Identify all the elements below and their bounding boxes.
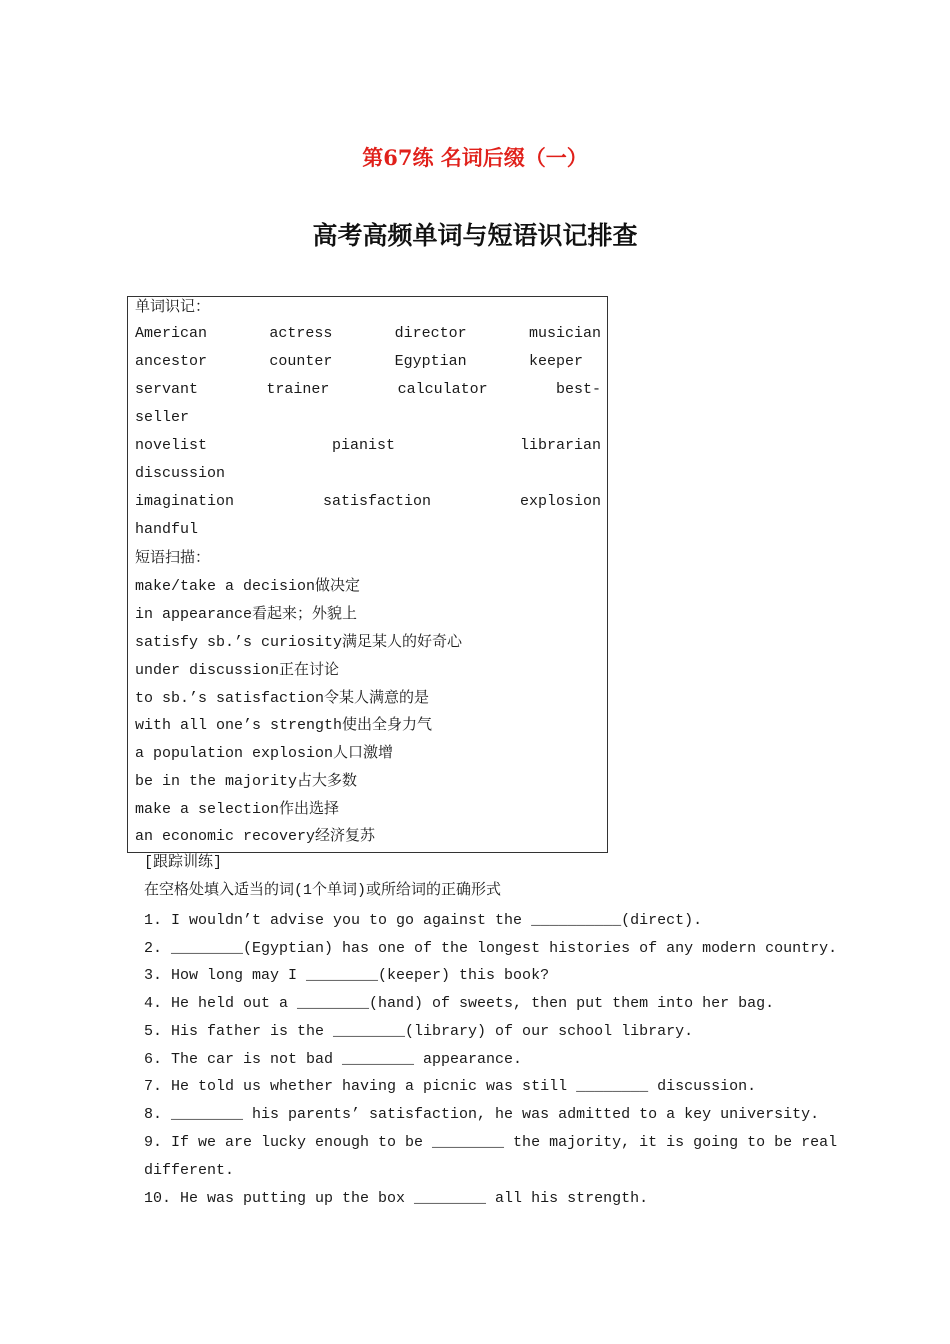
- phrase-cn: 人口激增: [333, 743, 394, 761]
- phrase-cn: 做决定: [315, 576, 361, 594]
- word: satisfaction: [322, 493, 432, 510]
- word: handful: [135, 521, 199, 538]
- word: librarian: [519, 437, 601, 454]
- word: keeper: [528, 353, 583, 370]
- exercise-section-label: [跟踪训练]: [144, 854, 223, 871]
- word-row-2: [135, 352, 601, 372]
- word: actress: [269, 325, 333, 342]
- phrase-item: [135, 742, 393, 764]
- exercise-item: 8. ________ his parents’ satisfaction, he was admitted to a key university.: [144, 1106, 820, 1123]
- phrase-item: [135, 825, 375, 847]
- exercise-item: 2. ________(Egyptian) has one of the longest histories of any modern country.: [144, 940, 838, 957]
- phrase-item: [135, 659, 339, 681]
- phrase-cn: 令某人满意的是: [324, 688, 430, 706]
- phrase-en: be in the majority: [135, 773, 298, 790]
- phrase-item: [135, 714, 432, 736]
- phrase-en: with all one’s strength: [135, 717, 343, 734]
- word-row-3: [135, 380, 601, 400]
- phrase-en: a population explosion: [135, 745, 334, 762]
- word: explosion: [519, 493, 601, 510]
- phrase-item: [135, 575, 360, 597]
- word: Egyptian: [394, 353, 467, 370]
- word: seller: [135, 409, 190, 426]
- exercise-item: 7. He told us whether having a picnic was still ________ discussion.: [144, 1078, 757, 1095]
- word: American: [135, 325, 208, 342]
- exercise-item: 9. If we are lucky enough to be ________ the majority, it is going to be real: [144, 1134, 838, 1151]
- word: ancestor: [135, 353, 208, 370]
- phrase-en: an economic recovery: [135, 828, 316, 845]
- exercise-instruction: 在空格处填入适当的词(1个单词)或所给词的正确形式: [144, 882, 502, 899]
- exercise-item: 4. He held out a ________(hand) of sweets, then put them into her bag.: [144, 995, 775, 1012]
- phrase-en: under discussion: [135, 662, 280, 679]
- word: servant: [135, 381, 199, 398]
- word: discussion: [135, 465, 226, 482]
- words-label: 单词识记：: [135, 297, 211, 315]
- phrase-item: [135, 770, 357, 792]
- phrase-item: [135, 687, 429, 709]
- phrase-item: [135, 798, 339, 820]
- word: trainer: [266, 381, 330, 398]
- phrase-en: make/take a decision: [135, 578, 316, 595]
- exercise-item: 3. How long may I ________(keeper) this book?: [144, 967, 550, 984]
- exercise-item: 10. He was putting up the box ________ all his strength.: [144, 1190, 649, 1207]
- phrase-cn: 看起来；外貌上: [252, 604, 358, 622]
- phrase-en: to sb.’s satisfaction: [135, 690, 325, 707]
- word: pianist: [331, 437, 395, 454]
- phrase-cn: 使出全身力气: [342, 715, 433, 733]
- phrase-cn: 经济复苏: [315, 826, 376, 844]
- phrase-item: [135, 631, 462, 653]
- word: best-: [555, 381, 601, 398]
- word-row-5: [135, 436, 601, 456]
- exercise-item: 5. His father is the ________(library) of our school library.: [144, 1023, 694, 1040]
- word-row-1: [135, 324, 601, 344]
- phrases-label: 短语扫描：: [135, 548, 211, 566]
- word: novelist: [135, 437, 208, 454]
- phrase-cn: 作出选择: [279, 799, 340, 817]
- exercise-item-continued: different.: [144, 1162, 235, 1179]
- word: imagination: [135, 493, 235, 510]
- exercise-item: 1. I wouldn’t advise you to go against the __________(direct).: [144, 912, 703, 929]
- lesson-title: 第67练 名词后缀（一）: [362, 145, 588, 170]
- phrase-cn: 满足某人的好奇心: [342, 632, 463, 650]
- phrase-en: in appearance: [135, 606, 253, 623]
- phrase-cn: 正在讨论: [279, 660, 340, 678]
- exercise-item: 6. The car is not bad ________ appearance.: [144, 1051, 523, 1068]
- word-row-7: [135, 492, 601, 512]
- word: counter: [269, 353, 333, 370]
- page-title: 高考高频单词与短语识记排查: [312, 221, 638, 250]
- phrase-item: [135, 603, 357, 625]
- phrase-en: make a selection: [135, 801, 280, 818]
- word: musician: [528, 325, 601, 342]
- phrase-en: satisfy sb.’s curiosity: [135, 634, 343, 651]
- word: director: [394, 325, 467, 342]
- phrase-cn: 占大多数: [297, 771, 358, 789]
- word: calculator: [397, 381, 488, 398]
